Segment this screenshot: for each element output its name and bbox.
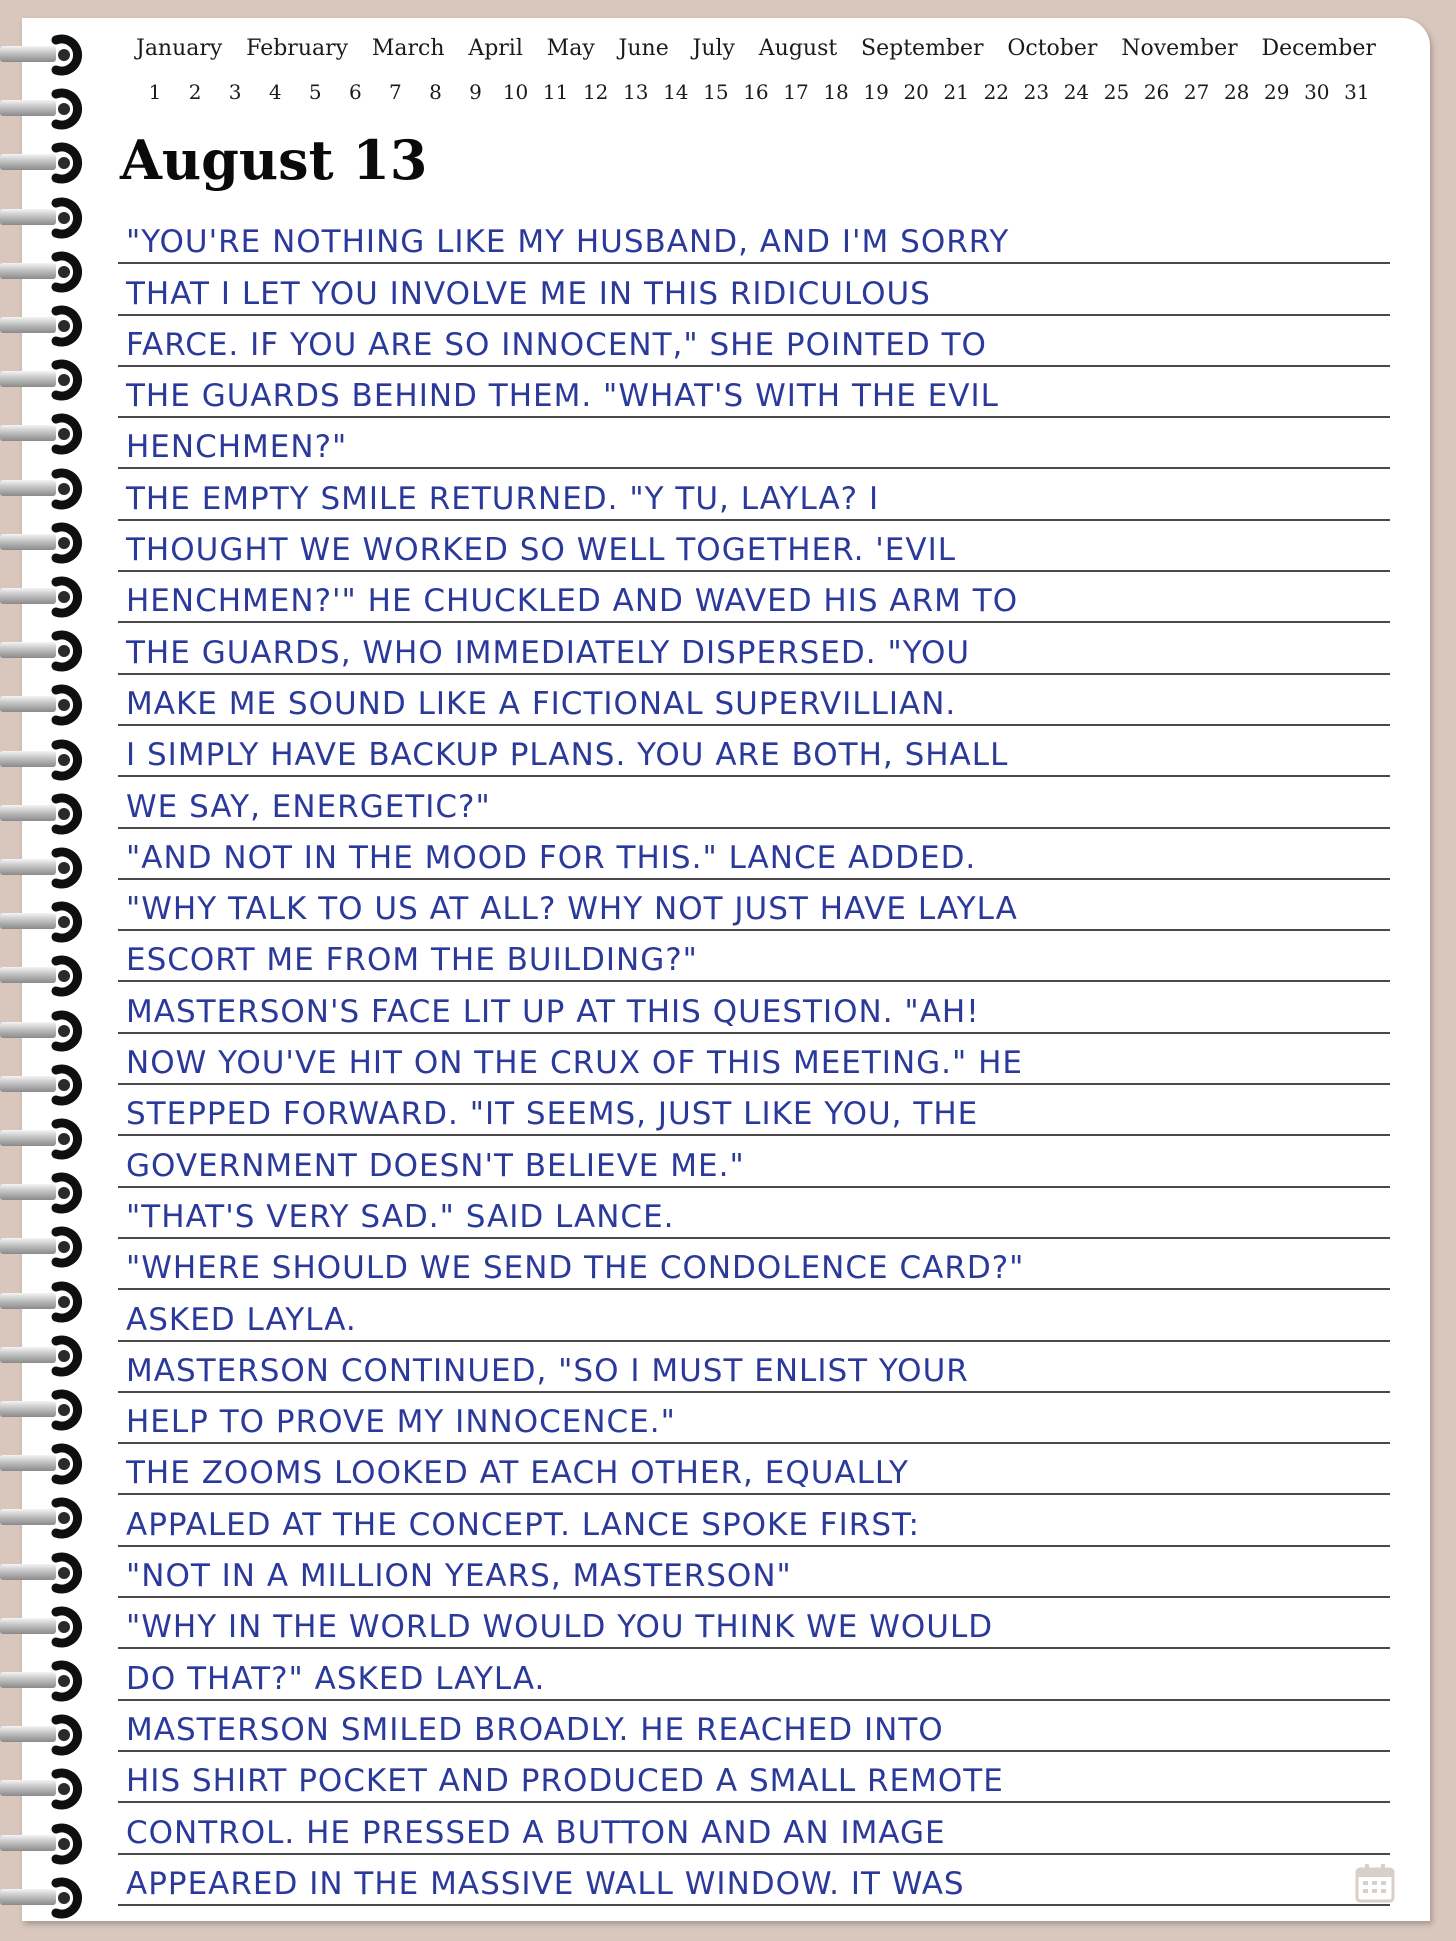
day-8[interactable]: 8	[429, 80, 442, 104]
entry-line	[118, 829, 1390, 880]
day-14[interactable]: 14	[663, 80, 689, 104]
entry-line	[118, 521, 1390, 572]
entry-line-text: HENCHMEN?"	[126, 429, 348, 466]
month-december[interactable]: December	[1261, 36, 1376, 61]
spiral-ring-icon	[0, 1710, 92, 1760]
entry-line-text: STEPPED FORWARD. "IT SEEMS, JUST LIKE YOU, THE	[126, 1096, 979, 1133]
day-1[interactable]: 1	[148, 80, 162, 104]
entry-line-text: CONTROL. HE PRESSED A BUTTON AND AN IMAGE	[126, 1814, 946, 1851]
entry-line	[118, 931, 1390, 982]
spiral-ring-icon	[0, 1548, 92, 1598]
day-15[interactable]: 15	[703, 80, 729, 104]
entry-line	[118, 777, 1390, 828]
spiral-ring-icon	[0, 409, 92, 459]
entry-line-text: NOW YOU'VE HIT ON THE CRUX OF THIS MEETING." HE	[126, 1045, 1024, 1082]
day-31[interactable]: 31	[1344, 80, 1370, 104]
day-13[interactable]: 13	[623, 80, 649, 104]
day-30[interactable]: 30	[1304, 80, 1330, 104]
month-november[interactable]: November	[1121, 36, 1238, 61]
handwritten-entry	[118, 213, 1390, 1906]
entry-line	[118, 1393, 1390, 1444]
spiral-ring-icon	[0, 355, 92, 405]
entry-line-text: "NOT IN A MILLION YEARS, MASTERSON"	[126, 1558, 792, 1595]
day-21[interactable]: 21	[943, 80, 969, 104]
entry-line	[118, 367, 1390, 418]
day-18[interactable]: 18	[823, 80, 849, 104]
entry-line-text: THE EMPTY SMILE RETURNED. "Y TU, LAYLA? I	[126, 480, 880, 517]
spiral-ring-icon	[0, 626, 92, 676]
entry-line-text: MASTERSON CONTINUED, "SO I MUST ENLIST YOUR	[126, 1352, 969, 1389]
spiral-ring-icon	[0, 1385, 92, 1435]
spiral-ring-icon	[0, 1277, 92, 1327]
spiral-ring-icon	[0, 1060, 92, 1110]
spiral-ring-icon	[0, 843, 92, 893]
entry-line-text: ESCORT ME FROM THE BUILDING?"	[126, 942, 698, 979]
month-selector	[136, 36, 1376, 61]
day-4[interactable]: 4	[268, 80, 282, 104]
day-24[interactable]: 24	[1063, 80, 1090, 104]
day-12[interactable]: 12	[582, 80, 609, 104]
entry-line-text: FARCE. IF YOU ARE SO INNOCENT," SHE POINTED TO	[126, 326, 987, 363]
entry-line-text: THE GUARDS BEHIND THEM. "WHAT'S WITH THE EVIL	[126, 378, 999, 415]
entry-line	[118, 572, 1390, 623]
entry-line	[118, 1701, 1390, 1752]
spiral-ring-icon	[0, 897, 92, 947]
entry-line-text: "WHERE SHOULD WE SEND THE CONDOLENCE CARD?"	[126, 1250, 1025, 1287]
spiral-ring-icon	[0, 1493, 92, 1543]
spiral-ring-icon	[0, 84, 92, 134]
month-may[interactable]: May	[546, 36, 595, 61]
entry-line	[118, 1290, 1390, 1341]
entry-line-text: "AND NOT IN THE MOOD FOR THIS." LANCE ADDED.	[126, 839, 977, 876]
spiral-ring-icon	[0, 789, 92, 839]
entry-line	[118, 1649, 1390, 1700]
entry-line-text: HENCHMEN?'" HE CHUCKLED AND WAVED HIS ARM TO	[126, 583, 1019, 620]
entry-line	[118, 1034, 1390, 1085]
day-selector	[140, 80, 1372, 104]
spiral-ring-icon	[0, 1764, 92, 1814]
spiral-ring-icon	[0, 247, 92, 297]
spiral-ring-icon	[0, 1006, 92, 1056]
entry-line	[118, 623, 1390, 674]
spiral-ring-icon	[0, 735, 92, 785]
entry-line	[118, 418, 1390, 469]
entry-line-text: MAKE ME SOUND LIKE A FICTIONAL SUPERVILLIAN.	[126, 685, 957, 722]
entry-line	[118, 1239, 1390, 1290]
day-7[interactable]: 7	[389, 80, 402, 104]
entry-line	[118, 1752, 1390, 1803]
entry-line	[118, 1188, 1390, 1239]
day-28[interactable]: 28	[1223, 80, 1250, 104]
month-june[interactable]: June	[618, 36, 669, 61]
entry-line-text: HIS SHIRT POCKET AND PRODUCED A SMALL REMOTE	[126, 1763, 1004, 1800]
spiral-ring-icon	[0, 680, 92, 730]
month-august[interactable]: August	[758, 36, 838, 61]
entry-line	[118, 264, 1390, 315]
spiral-ring-icon	[0, 1168, 92, 1218]
day-10[interactable]: 10	[502, 80, 529, 104]
month-february[interactable]: February	[246, 36, 349, 61]
month-july[interactable]: July	[692, 36, 735, 61]
entry-line	[118, 1803, 1390, 1854]
page-title: August 13	[120, 128, 428, 192]
month-april[interactable]: April	[468, 36, 523, 61]
spiral-ring-icon	[0, 1656, 92, 1706]
entry-line-text: MASTERSON'S FACE LIT UP AT THIS QUESTION. "AH!	[126, 993, 980, 1030]
day-11[interactable]: 11	[542, 80, 569, 104]
entry-line-text: THE ZOOMS LOOKED AT EACH OTHER, EQUALLY	[126, 1455, 909, 1492]
day-19[interactable]: 19	[863, 80, 889, 104]
entry-line-text: ASKED LAYLA.	[126, 1301, 357, 1338]
entry-line	[118, 1598, 1390, 1649]
entry-line-text: I SIMPLY HAVE BACKUP PLANS. YOU ARE BOTH, SHALL	[126, 737, 1009, 774]
spiral-ring-icon	[0, 193, 92, 243]
entry-line	[118, 1547, 1390, 1598]
entry-line-text: THOUGHT WE WORKED SO WELL TOGETHER. 'EVIL	[126, 532, 957, 569]
entry-line	[118, 1855, 1390, 1906]
spiral-ring-icon	[0, 1819, 92, 1869]
day-5[interactable]: 5	[308, 80, 322, 104]
month-september[interactable]: September	[861, 36, 984, 61]
day-17[interactable]: 17	[783, 80, 809, 104]
entry-line-text: "WHY TALK TO US AT ALL? WHY NOT JUST HAVE LAYLA	[126, 891, 1018, 928]
entry-line	[118, 1342, 1390, 1393]
spiral-ring-icon	[0, 464, 92, 514]
day-2[interactable]: 2	[188, 80, 202, 104]
entry-line	[118, 469, 1390, 520]
day-20[interactable]: 20	[903, 80, 929, 104]
spiral-ring-icon	[0, 572, 92, 622]
entry-line	[118, 213, 1390, 264]
spiral-ring-icon	[0, 1873, 92, 1923]
entry-line	[118, 1085, 1390, 1136]
entry-line-text: GOVERNMENT DOESN'T BELIEVE ME."	[126, 1147, 745, 1184]
spiral-ring-icon	[0, 1331, 92, 1381]
day-26[interactable]: 26	[1143, 80, 1170, 104]
day-16[interactable]: 16	[743, 80, 769, 104]
spiral-ring-icon	[0, 1222, 92, 1272]
entry-line-text: THAT I LET YOU INVOLVE ME IN THIS RIDICULOUS	[126, 275, 931, 312]
entry-line-text: MASTERSON SMILED BROADLY. HE REACHED INTO	[126, 1711, 944, 1748]
entry-line-text: APPEARED IN THE MASSIVE WALL WINDOW. IT WAS	[126, 1865, 965, 1902]
spiral-ring-icon	[0, 1114, 92, 1164]
entry-line-text: "THAT'S VERY SAD." SAID LANCE.	[126, 1198, 675, 1235]
day-29[interactable]: 29	[1264, 80, 1290, 104]
day-9[interactable]: 9	[469, 80, 482, 104]
spiral-binding	[0, 0, 100, 1941]
day-3[interactable]: 3	[228, 80, 242, 104]
day-25[interactable]: 25	[1103, 80, 1130, 104]
entry-line	[118, 982, 1390, 1033]
day-22[interactable]: 22	[983, 80, 1010, 104]
day-23[interactable]: 23	[1023, 80, 1050, 104]
entry-line	[118, 1136, 1390, 1187]
entry-line	[118, 880, 1390, 931]
spiral-ring-icon	[0, 1439, 92, 1489]
day-6[interactable]: 6	[348, 80, 362, 104]
entry-line-text: "WHY IN THE WORLD WOULD YOU THINK WE WOULD	[126, 1609, 994, 1646]
month-march[interactable]: March	[371, 36, 445, 61]
spiral-ring-icon	[0, 951, 92, 1001]
spiral-ring-icon	[0, 1602, 92, 1652]
entry-line-text: HELP TO PROVE MY INNOCENCE."	[126, 1404, 676, 1441]
month-october[interactable]: October	[1007, 36, 1098, 61]
spiral-ring-icon	[0, 301, 92, 351]
month-january[interactable]: January	[136, 36, 223, 61]
entry-line	[118, 1444, 1390, 1495]
entry-line	[118, 1495, 1390, 1546]
entry-line-text: DO THAT?" ASKED LAYLA.	[126, 1660, 546, 1697]
entry-line	[118, 316, 1390, 367]
calendar-icon[interactable]	[1354, 1862, 1396, 1904]
entry-line-text: WE SAY, ENERGETIC?"	[126, 788, 491, 825]
spiral-ring-icon	[0, 138, 92, 188]
entry-line	[118, 726, 1390, 777]
spiral-ring-icon	[0, 30, 92, 80]
entry-line-text: THE GUARDS, WHO IMMEDIATELY DISPERSED. "YOU	[126, 634, 971, 671]
entry-line-text: "YOU'RE NOTHING LIKE MY HUSBAND, AND I'M SORRY	[126, 224, 1010, 261]
day-27[interactable]: 27	[1183, 80, 1210, 104]
spiral-ring-icon	[0, 518, 92, 568]
entry-line-text: APPALED AT THE CONCEPT. LANCE SPOKE FIRST:	[126, 1506, 920, 1543]
entry-line	[118, 675, 1390, 726]
